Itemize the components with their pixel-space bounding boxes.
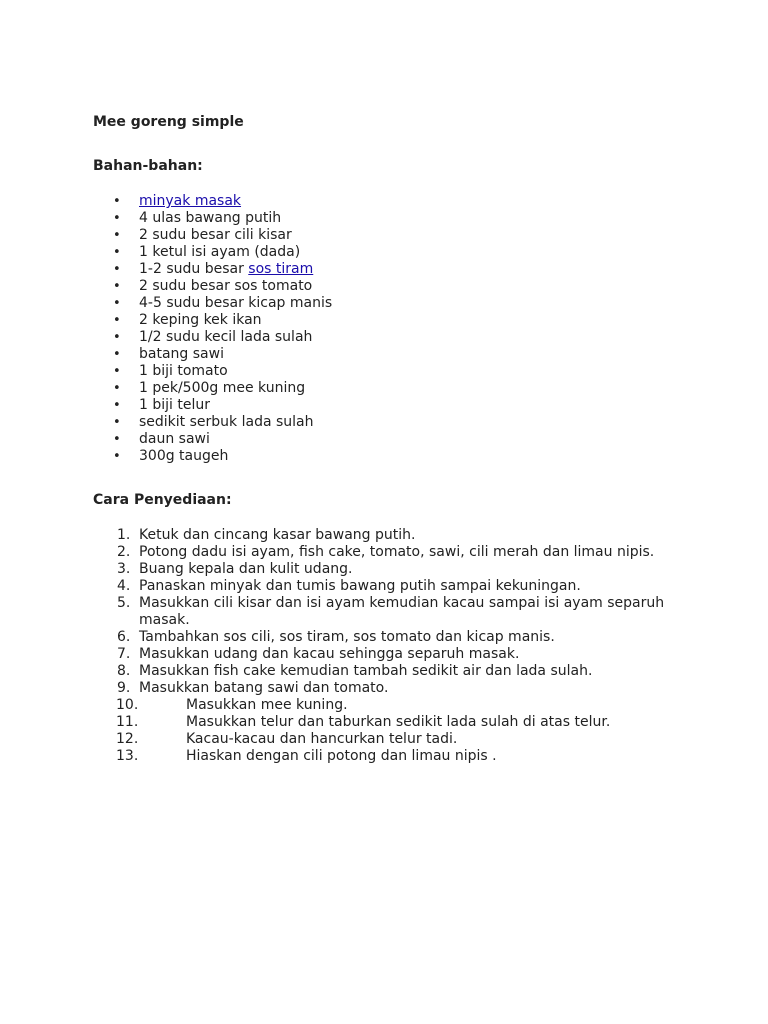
- step-text: Hiaskan dengan cili potong dan limau nipis .: [186, 748, 497, 764]
- step-text: Masukkan telur dan taburkan sedikit lada sulah di atas telur.: [186, 714, 611, 730]
- ingredient-text: 1 biji tomato: [139, 363, 228, 379]
- bullet-icon: •: [113, 449, 121, 464]
- step-number: 9.: [117, 680, 131, 696]
- step-item: [0, 646, 674, 663]
- step-text: Buang kepala dan kulit udang.: [139, 561, 353, 577]
- method-heading: Cara Penyediaan:: [93, 492, 232, 508]
- step-number: 13.: [116, 748, 139, 764]
- step-item: [0, 731, 674, 748]
- step-item: [0, 680, 674, 697]
- step-item: [0, 527, 674, 544]
- steps-list: [0, 527, 768, 765]
- step-text: Masukkan fish cake kemudian tambah sedikit air dan lada sulah.: [139, 663, 593, 679]
- bullet-icon: •: [113, 245, 121, 260]
- ingredient-text: 1 ketul isi ayam (dada): [139, 244, 301, 260]
- step-item: [0, 561, 674, 578]
- ingredient-item: [0, 363, 674, 380]
- bullet-icon: •: [113, 364, 121, 379]
- bullet-icon: •: [113, 347, 121, 362]
- ingredient-text: 1-2 sudu besar: [139, 261, 249, 277]
- ingredient-text: daun sawi: [139, 431, 210, 447]
- bullet-icon: •: [113, 381, 121, 396]
- ingredient-item: [0, 193, 674, 210]
- recipe-title: Mee goreng simple: [93, 114, 244, 130]
- ingredient-text: 4 ulas bawang putih: [139, 210, 282, 226]
- ingredient-item: [0, 278, 674, 295]
- ingredient-text: 1/2 sudu kecil lada sulah: [139, 329, 313, 345]
- step-item: [0, 578, 674, 595]
- step-number: 6.: [117, 629, 131, 645]
- ingredient-text: 300g taugeh: [139, 448, 229, 464]
- ingredient-item: [0, 295, 674, 312]
- step-text: Masukkan cili kisar dan isi ayam kemudian kacau sampai isi ayam separuh masak.: [139, 595, 665, 628]
- step-number: 2.: [117, 544, 131, 560]
- ingredient-item: [0, 210, 674, 227]
- ingredient-text: 4-5 sudu besar kicap manis: [139, 295, 333, 311]
- step-number: 10.: [116, 697, 139, 713]
- step-number: 4.: [117, 578, 131, 594]
- ingredient-item: [0, 244, 674, 261]
- bullet-icon: •: [113, 211, 121, 226]
- bullet-icon: •: [113, 398, 121, 413]
- ingredient-text: sedikit serbuk lada sulah: [139, 414, 314, 430]
- step-item: [0, 544, 674, 561]
- step-text: Ketuk dan cincang kasar bawang putih.: [139, 527, 416, 543]
- step-number: 5.: [117, 595, 131, 611]
- step-item: [0, 697, 674, 714]
- bullet-icon: •: [113, 194, 121, 209]
- step-text: Tambahkan sos cili, sos tiram, sos tomato dan kicap manis.: [139, 629, 555, 645]
- bullet-icon: •: [113, 279, 121, 294]
- ingredient-item: [0, 346, 674, 363]
- step-text: Masukkan udang dan kacau sehingga separuh masak.: [139, 646, 520, 662]
- ingredient-item: [0, 261, 674, 278]
- ingredient-text: 1 biji telur: [139, 397, 210, 413]
- bullet-icon: •: [113, 262, 121, 277]
- ingredient-link[interactable]: minyak masak: [139, 193, 242, 209]
- bullet-icon: •: [113, 296, 121, 311]
- bullet-icon: •: [113, 330, 121, 345]
- step-text: Masukkan mee kuning.: [186, 697, 348, 713]
- ingredient-item: [0, 397, 674, 414]
- step-text: Potong dadu isi ayam, fish cake, tomato, sawi, cili merah dan limau nipis.: [139, 544, 655, 560]
- ingredient-item: [0, 448, 674, 465]
- ingredient-text: 2 sudu besar cili kisar: [139, 227, 292, 243]
- step-number: 7.: [117, 646, 131, 662]
- bullet-icon: •: [113, 432, 121, 447]
- bullet-icon: •: [113, 228, 121, 243]
- ingredients-heading: Bahan-bahan:: [93, 158, 203, 174]
- ingredient-item: [0, 329, 674, 346]
- step-number: 8.: [117, 663, 131, 679]
- ingredient-item: [0, 227, 674, 244]
- bullet-icon: •: [113, 415, 121, 430]
- ingredients-list: [0, 193, 768, 465]
- step-text: Masukkan batang sawi dan tomato.: [139, 680, 389, 696]
- step-number: 12.: [116, 731, 139, 747]
- ingredient-link[interactable]: sos tiram: [248, 261, 314, 277]
- ingredient-item: [0, 380, 674, 397]
- step-number: 11.: [116, 714, 139, 730]
- step-item: [0, 663, 674, 680]
- step-item: [0, 714, 674, 731]
- step-text: Kacau-kacau dan hancurkan telur tadi.: [186, 731, 458, 747]
- bullet-icon: •: [113, 313, 121, 328]
- step-item: [0, 595, 674, 629]
- ingredient-text: 1 pek/500g mee kuning: [139, 380, 306, 396]
- step-number: 1.: [117, 527, 131, 543]
- step-item: [0, 748, 674, 765]
- step-number: 3.: [117, 561, 131, 577]
- ingredient-text: 2 sudu besar sos tomato: [139, 278, 313, 294]
- step-item: [0, 629, 674, 646]
- ingredient-item: [0, 414, 674, 431]
- ingredient-text: batang sawi: [139, 346, 224, 362]
- ingredient-item: [0, 312, 674, 329]
- ingredient-item: [0, 431, 674, 448]
- step-text: Panaskan minyak dan tumis bawang putih sampai kekuningan.: [139, 578, 581, 594]
- ingredient-text: 2 keping kek ikan: [139, 312, 262, 328]
